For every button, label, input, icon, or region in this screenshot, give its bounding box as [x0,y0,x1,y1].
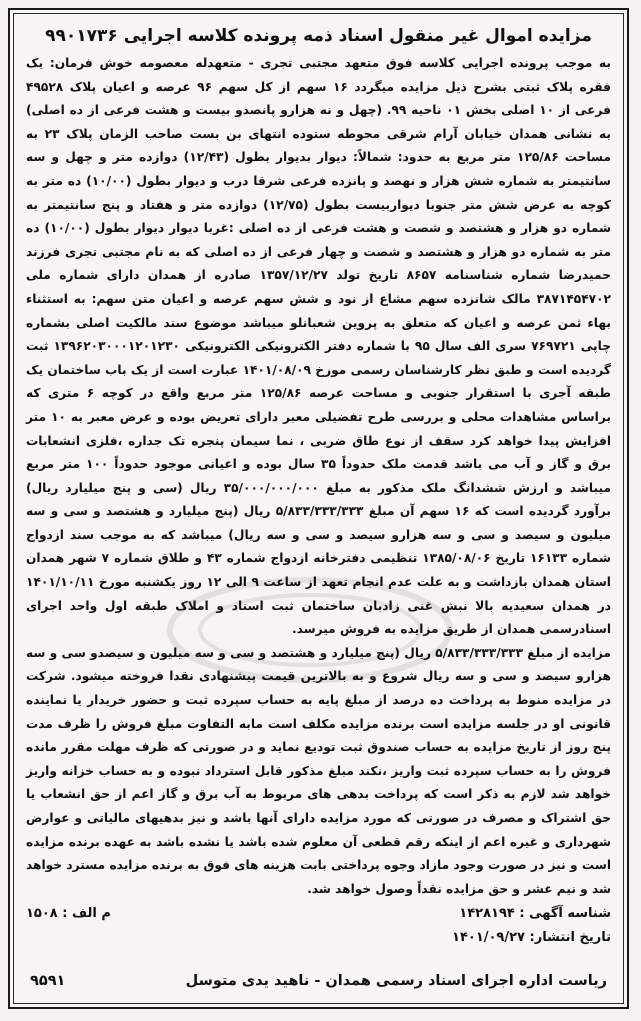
notice-paragraph-2: مزایده از مبلغ ۵/۸۳۳/۳۳۳/۳۳۳ ریال (پنج میلیارد و هشتصد و سی و سه میلیون و سیصدو سی و سه هزارو سیصد و سی و سه ریال شروع و به بالاترین قیمت پیشنهادی نقدا فروخته میشود. شرکت در مزایده منوط به پرداخت ده درصد از مبلغ پایه به حساب سپرده ثبت و حضور خریدار یا نماینده قانونی او در جلسه مزایده است برنده مزایده مکلف است مابه التفاوت مبلغ فروش را ظرف مدت پنج روز از تاریخ مزایده به حساب صندوق ثبت تودیع نماید و در صورتی که ظرف مهلت مقرر مانده فروش را به حساب سپرده ثبت واریز ،نکند مبلغ مذکور قابل استرداد نبوده و به حساب خزانه واریز خواهد شد لازم به ذکر است که پرداخت بدهی های مربوط به آب برق و گاز اعم از حق انشعاب یا حق اشتراک و مصرف در صورتی که مورد مزایده دارای آنها باشد و نیز بدهیهای مالیاتی و عوارض شهرداری و غیره اعم از اینکه رقم قطعی آن معلوم شده باشد یا نشده باشد به عهده برنده مزایده است و نیز در صورت وجود مازاد وجوه پرداختی بابت هزینه های فوق به برنده مزایده مسترد خواهد شد و نیم عشر و حق مزایده نقداً وصول خواهد شد. [26,645,611,896]
notice-title: مزایده اموال غیر منقول اسناد ذمه پرونده کلاسه اجرایی ۹۹۰۱۷۳۶ [45,26,592,46]
ad-id: شناسه آگهی : ۱۴۲۸۱۹۴ [459,906,611,922]
signature-code: ۹۵۹۱ [30,973,66,989]
ad-code: م الف : ۱۵۰۸ [26,906,111,922]
legal-notice [8,8,629,1009]
notice-body [26,52,611,901]
notice-reference-line [26,903,611,925]
signature-line [30,973,607,989]
notice-date-line [26,927,611,949]
publish-date: تاریخ انتشار: ۱۴۰۱/۰۹/۲۷ [452,930,611,946]
signature-text: ریاست اداره اجرای اسناد رسمی همدان - ناهید یدی متوسل [185,973,607,989]
notice-paragraph-1: به موجب پرونده اجرایی کلاسه فوق متعهد مجتبی تجری - متعهدله معصومه خوش فرمان: یک فقره پلاک ثبتی بشرح ذیل مزایده میگردد ۱۶ سهم از کل سهم ۹۶ عرصه و اعیان پلاک ۴۹۵۲۸ فرعی از ۱۰ اصلی بخش ۰۱ ناحیه ۹۹. (چهل و نه هزارو پانصدو بیست و هشت فرعی از ده اصلی) به نشانی همدان خیابان آرام شرقی محوطه ستوده انتهای بن بست صاحب الزمان پلاک ۲۳ به مساحت ۱۲۵/۸۶ متر مربع به حدود: شمالاً: دیوار بدیوار بطول (۱۲/۴۳) دوازده متر و چهل و سه سانتیمتر به شماره شش هزار و نهصد و پانزده فرعی شرقا درب و دیوار بطول (۱۰/۰۰) ده متر به کوچه به عرض شش متر جنوبا دیواربیست بطول (۱۲/۷۵) دوازده متر و هفتاد و پنج سانتیمتر به شماره دو هزار و هشتصد و شصت و هشت فرعی از ده اصلی :غربا دیوار دیوار بطول (۱۰/۰۰) ده متر به شماره دو هزار و هشتصد و شصت و چهار فرعی از ده اصلی که به نام مجتبی تجری فرزند حمیدرضا شماره شناسنامه ۸۶۵۷ تاریخ تولد ۱۳۵۷/۱۲/۲۷ صادره از همدان دارای شماره ملی ۳۸۷۱۴۵۴۷۰۲ مالک شانزده سهم مشاع از نود و شش سهم عرصه و اعیان متن سهم: به استثناء بهاء ثمن عرصه و اعیان که متعلق به پروین شعبانلو میباشد موضوع سند مالکیت اصلی بشماره چاپی ۷۶۹۷۲۱ سری الف سال ۹۵ با شماره دفتر الکترونیکی الکترونیکی ۱۳۹۶۲۰۳۰۰۰۱۲۰۱۲۳۰ ثبت گردیده است و طبق نظر کارشناسان رسمی مورخ ۱۴۰۱/۰۸/۰۹ عبارت است از یک باب ساختمان یک طبقه آجری با استقرار جنوبی و مساحت عرصه ۱۲۵/۸۶ متر مربع واقع در کوچه ۶ متری که براساس مشاهدات محلی و بررسی طرح تفضیلی معبر دارای تعریض بوده و عرض معبر به ۱۰ متر افزایش پیدا خواهد کرد سقف از نوع طاق ضربی ، نما سیمان پنجره تک جداره ،فلزی انشعابات برق و گاز و آب می باشد قدمت ملک حدوداً ۳۵ سال بوده و اعیانی موجود حدوداً ۱۰۰ متر مربع میباشد و ارزش ششدانگ ملک مذکور به مبلغ ۳۵/۰۰۰/۰۰۰/۰۰۰ ریال (سی و پنج میلیارد ریال) برآورد گردیده است که ۱۶ سهم آن مبلغ ۵/۸۳۳/۳۳۳/۳۳۳ ریال (پنج میلیارد و هشتصد و سی و سه میلیون و سیصد و سی و سه هزارو سیصد و سی و سه ریال) میباشد که به موجب سند ازدواج شماره ۱۶۱۳۳ تاریخ ۱۳۸۵/۰۸/۰۶ تنظیمی دفترخانه ازدواج شماره ۴۳ و طلاق شماره ۷ شهر همدان استان همدان بازداشت و به علت عدم انجام تعهد از ساعت ۹ الی ۱۲ روز یکشنبه مورخ ۱۴۰۱/۱۰/۱۱ در همدان سعیدیه بالا نبش غنی زادبان ساختمان ثبت اسناد و املاک طبقه اول واحد اجرای اسنادرسمی همدان از طریق مزایده به فروش میرسد. [26,56,612,637]
